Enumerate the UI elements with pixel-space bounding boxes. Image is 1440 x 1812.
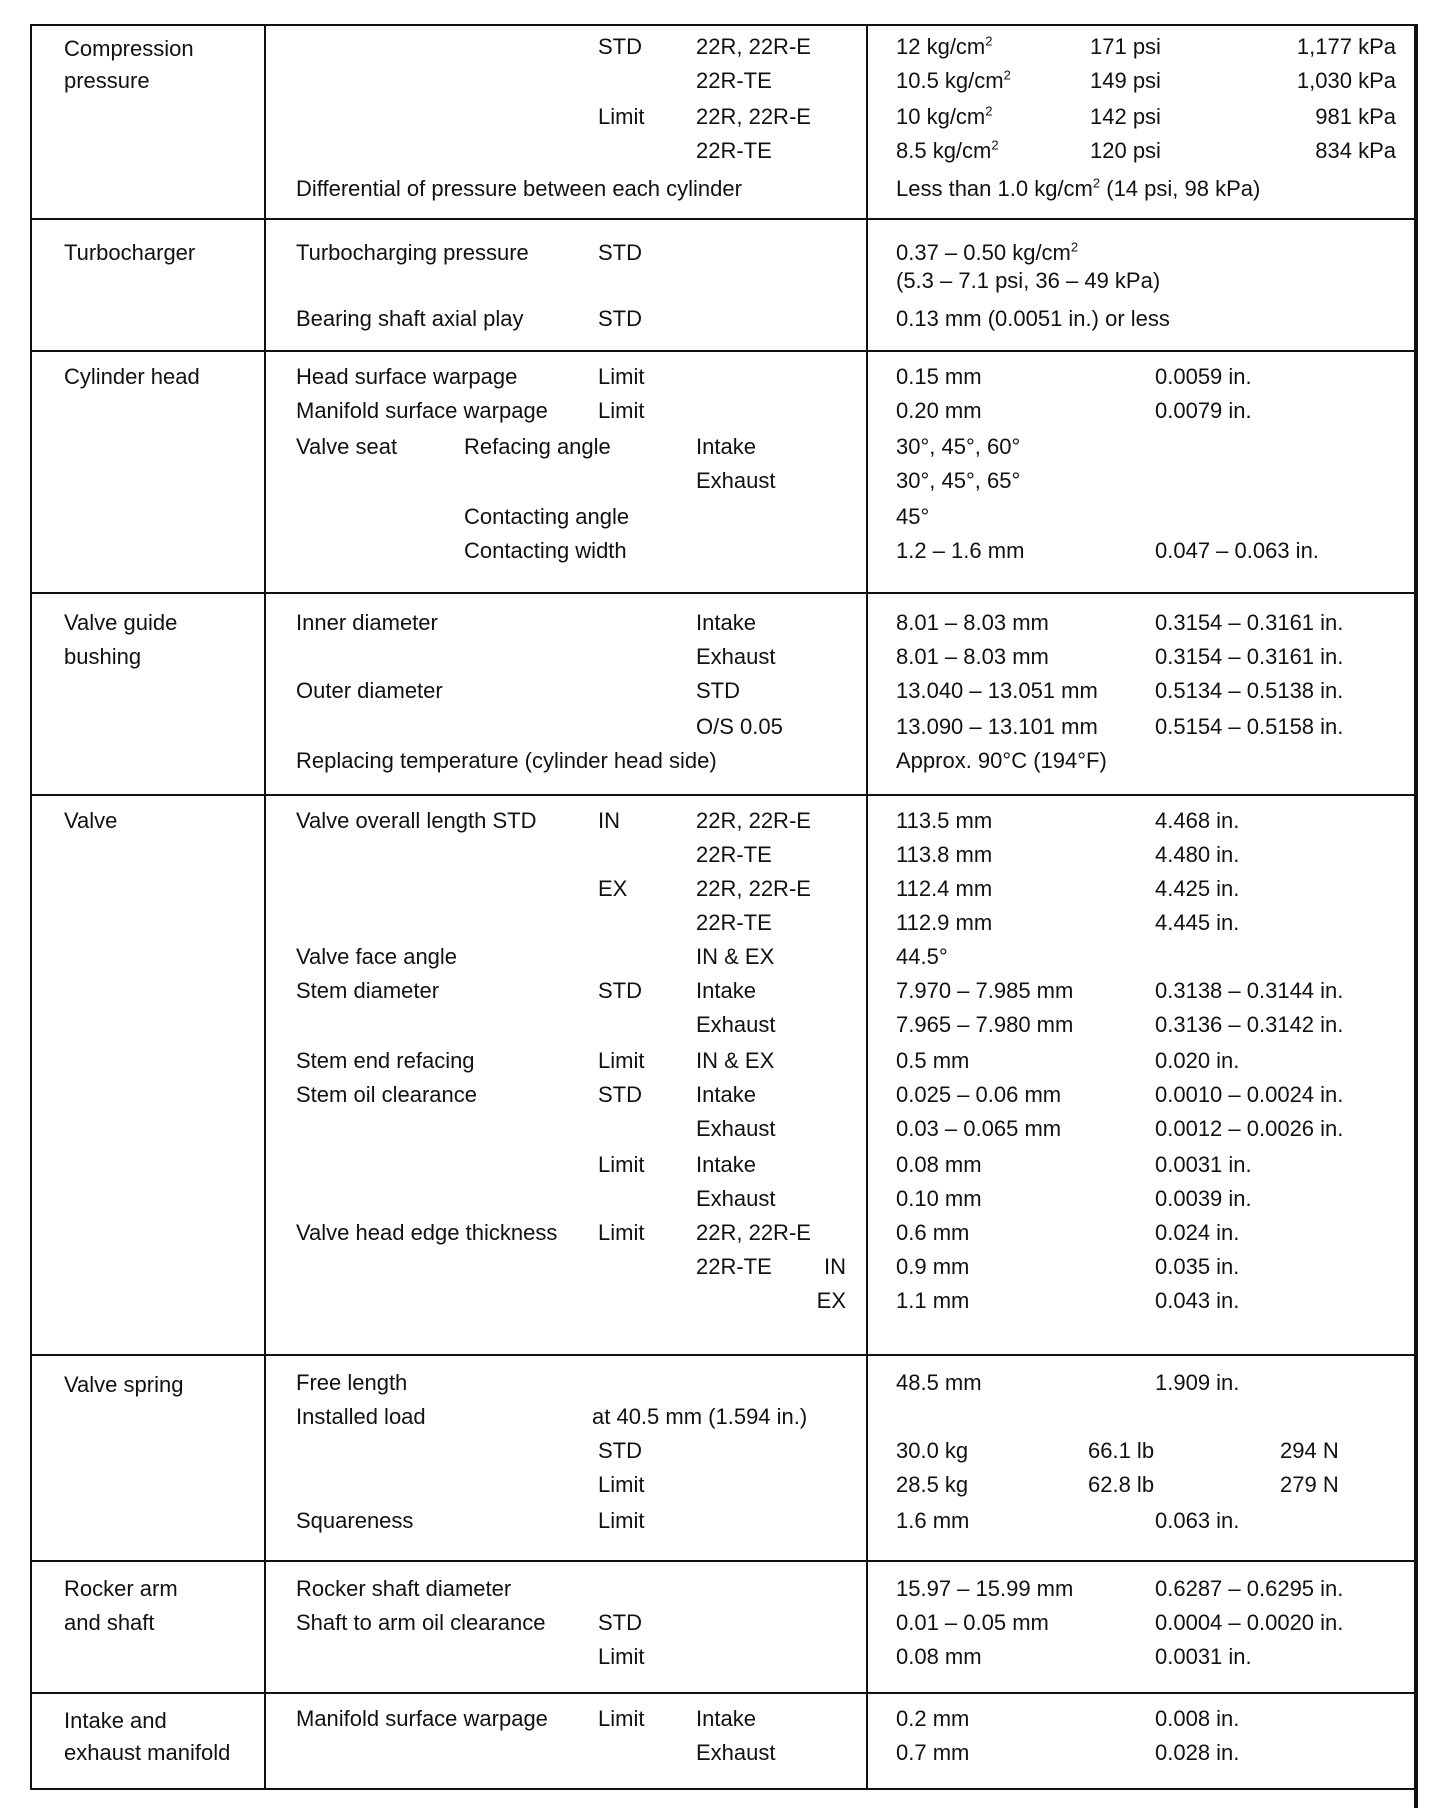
- spec-value-imperial: 0.5134 – 0.5138 in.: [1155, 678, 1344, 703]
- spec-value-metric: 112.4 mm: [896, 876, 993, 901]
- spec-value-imperial: 0.0079 in.: [1155, 398, 1252, 423]
- spec-variant: 22R, 22R-E: [696, 808, 811, 833]
- spec-value-imperial: 0.6287 – 0.6295 in.: [1155, 1576, 1344, 1601]
- spec-value-metric: 0.03 – 0.065 mm: [896, 1116, 1062, 1141]
- section-label-valve-guide: bushing: [64, 644, 142, 669]
- spec-value-imperial: 4.480 in.: [1155, 842, 1240, 867]
- spec-variant: 22R-TE: [696, 68, 772, 93]
- spec-variant: STD: [696, 678, 740, 703]
- spec-variant: Intake: [696, 978, 756, 1003]
- spec-item: Valve face angle: [296, 944, 458, 969]
- spec-value-metric: 0.08 mm: [896, 1152, 982, 1177]
- spec-condition: Limit: [598, 398, 645, 423]
- spec-value-imperial: 0.3136 – 0.3142 in.: [1155, 1012, 1344, 1037]
- spec-value-metric: 0.20 mm: [896, 398, 982, 423]
- table-border-right: [1414, 24, 1418, 1808]
- spec-value-metric: 15.97 – 15.99 mm: [896, 1576, 1074, 1601]
- spec-variant: Intake: [696, 1706, 756, 1731]
- spec-table: [30, 24, 1410, 1790]
- spec-variant: 22R, 22R-E: [696, 34, 811, 59]
- spec-condition: STD: [598, 1438, 642, 1463]
- spec-condition: Limit: [598, 1644, 645, 1669]
- section-label-cylinder-head: Cylinder head: [64, 364, 200, 389]
- spec-item: Outer diameter: [296, 678, 443, 703]
- spec-value-metric: 113.5 mm: [896, 808, 993, 833]
- section-divider: [30, 350, 1414, 352]
- spec-value-imperial: 4.445 in.: [1155, 910, 1240, 935]
- spec-value-metric: Less than 1.0 $kg/cm^2$ (14 psi, 98 kPa): [896, 175, 1261, 201]
- spec-value-metric: 28.5 kg: [896, 1472, 969, 1497]
- spec-value-metric: 7.965 – 7.980 mm: [896, 1012, 1074, 1037]
- spec-value-imperial: 0.0031 in.: [1155, 1152, 1252, 1177]
- spec-condition: STD: [598, 1610, 642, 1635]
- spec-variant: 22R, 22R-E: [696, 876, 811, 901]
- spec-variant: Intake: [696, 610, 756, 635]
- spec-item: Stem oil clearance: [296, 1082, 477, 1107]
- spec-condition: STD: [598, 34, 642, 59]
- section-divider: [30, 218, 1414, 220]
- spec-variant: Exhaust: [696, 1186, 776, 1211]
- spec-value-metric: (5.3 – 7.1 psi, 36 – 49 kPa): [896, 268, 1161, 293]
- spec-variant: Exhaust: [696, 644, 776, 669]
- spec-condition: Limit: [598, 1048, 645, 1073]
- spec-variant: 22R-TE: [696, 138, 772, 163]
- spec-value-imperial: 0.028 in.: [1155, 1740, 1240, 1765]
- spec-value-imperial: 66.1 lb: [1088, 1438, 1155, 1463]
- spec-condition: EX: [598, 876, 628, 901]
- section-divider: [30, 1354, 1414, 1356]
- spec-value-metric: 45°: [896, 504, 930, 529]
- spec-item: Valve overall length STD: [296, 808, 537, 833]
- spec-value-metric: 0.08 mm: [896, 1644, 982, 1669]
- spec-value-metric: 0.7 mm: [896, 1740, 970, 1765]
- spec-value-metric: 0.15 mm: [896, 364, 982, 389]
- spec-value-si: 1,177 kPa: [1296, 34, 1396, 59]
- spec-condition: IN: [598, 808, 620, 833]
- spec-item: Stem end refacing: [296, 1048, 475, 1073]
- spec-value-imperial: 0.3154 – 0.3161 in.: [1155, 610, 1344, 635]
- section-divider: [30, 1560, 1414, 1562]
- spec-value-metric: 7.970 – 7.985 mm: [896, 978, 1074, 1003]
- spec-value-metric: 0.37 – 0.50 $kg/cm^2$: [896, 239, 1079, 265]
- spec-item: Squareness: [296, 1508, 414, 1533]
- spec-value-imperial: 0.035 in.: [1155, 1254, 1240, 1279]
- spec-item: Manifold surface warpage: [296, 398, 548, 423]
- spec-variant: 22R, 22R-E: [696, 1220, 811, 1245]
- spec-value-metric: 48.5 mm: [896, 1370, 982, 1395]
- spec-value-metric: 30.0 kg: [896, 1438, 969, 1463]
- spec-condition: at 40.5 mm (1.594 in.): [592, 1404, 808, 1429]
- spec-item: Shaft to arm oil clearance: [296, 1610, 546, 1635]
- spec-value-imperial: 0.043 in.: [1155, 1288, 1240, 1313]
- spec-value-metric: 112.9 mm: [896, 910, 993, 935]
- table-border-left: [30, 24, 32, 1788]
- spec-condition: STD: [598, 240, 642, 265]
- spec-value-imperial: 0.3154 – 0.3161 in.: [1155, 644, 1344, 669]
- spec-item: Inner diameter: [296, 610, 438, 635]
- spec-condition: Limit: [598, 1472, 645, 1497]
- spec-variant: 22R-TE: [696, 842, 772, 867]
- spec-variant: Intake: [696, 1082, 756, 1107]
- section-label-rocker: Rocker arm: [64, 1576, 178, 1601]
- spec-variant: Intake: [696, 434, 756, 459]
- spec-condition: Limit: [598, 1706, 645, 1731]
- spec-variant: IN & EX: [696, 944, 775, 969]
- spec-item: Valve seat: [296, 434, 398, 459]
- spec-value-metric: 113.8 mm: [896, 842, 993, 867]
- spec-value-metric: 0.025 – 0.06 mm: [896, 1082, 1062, 1107]
- spec-variant-sub: EX: [816, 1288, 846, 1313]
- spec-variant-sub: IN: [824, 1254, 846, 1279]
- spec-value-si: 1,030 kPa: [1296, 68, 1396, 93]
- spec-variant: IN & EX: [696, 1048, 775, 1073]
- spec-value-imperial: 0.0010 – 0.0024 in.: [1155, 1082, 1344, 1107]
- spec-variant: 22R-TE: [696, 1254, 772, 1279]
- spec-value-si: 294 N: [1280, 1438, 1339, 1463]
- spec-value-imperial: 62.8 lb: [1088, 1472, 1155, 1497]
- spec-value-si: 981 kPa: [1315, 104, 1396, 129]
- spec-value-imperial: 0.0039 in.: [1155, 1186, 1252, 1211]
- spec-item: Replacing temperature (cylinder head side): [296, 748, 717, 773]
- spec-subitem: Contacting angle: [464, 504, 630, 529]
- spec-value-metric: 0.10 mm: [896, 1186, 982, 1211]
- spec-value-metric: 13.090 – 13.101 mm: [896, 714, 1098, 739]
- spec-value-imperial: 142 psi: [1090, 104, 1161, 129]
- spec-condition: STD: [598, 1082, 642, 1107]
- spec-item: Differential of pressure between each cylinder: [296, 176, 742, 201]
- spec-condition: Limit: [598, 1152, 645, 1177]
- spec-value-metric: 30°, 45°, 60°: [896, 434, 1021, 459]
- section-label-manifold: exhaust manifold: [64, 1740, 231, 1765]
- spec-condition: Limit: [598, 1508, 645, 1533]
- spec-value-metric: 0.01 – 0.05 mm: [896, 1610, 1049, 1635]
- spec-item: Head surface warpage: [296, 364, 518, 389]
- spec-variant: Exhaust: [696, 1116, 776, 1141]
- spec-item: Valve head edge thickness: [296, 1220, 558, 1245]
- spec-value-imperial: 0.008 in.: [1155, 1706, 1240, 1731]
- spec-value-metric: 8.01 – 8.03 mm: [896, 610, 1049, 635]
- column-divider-values: [866, 24, 868, 1788]
- spec-value-metric: 1.1 mm: [896, 1288, 970, 1313]
- section-label-rocker: and shaft: [64, 1610, 155, 1635]
- spec-value-imperial: 149 psi: [1090, 68, 1161, 93]
- spec-variant: Exhaust: [696, 1012, 776, 1037]
- spec-variant: O/S 0.05: [696, 714, 783, 739]
- spec-value-metric: 1.6 mm: [896, 1508, 970, 1533]
- table-border-bottom: [30, 1788, 1414, 1790]
- spec-variant: Exhaust: [696, 1740, 776, 1765]
- spec-value-metric: 0.5 mm: [896, 1048, 970, 1073]
- spec-value-imperial: 0.020 in.: [1155, 1048, 1240, 1073]
- spec-variant: 22R-TE: [696, 910, 772, 935]
- spec-value-imperial: 171 psi: [1090, 34, 1161, 59]
- spec-condition: STD: [598, 306, 642, 331]
- section-label-manifold: Intake and: [64, 1708, 167, 1733]
- spec-item: Rocker shaft diameter: [296, 1576, 512, 1601]
- spec-value-imperial: 4.425 in.: [1155, 876, 1240, 901]
- spec-value-imperial: 0.5154 – 0.5158 in.: [1155, 714, 1344, 739]
- spec-value-metric: 0.9 mm: [896, 1254, 970, 1279]
- spec-value-imperial: 0.0031 in.: [1155, 1644, 1252, 1669]
- spec-value-metric: 13.040 – 13.051 mm: [896, 678, 1098, 703]
- spec-value-imperial: 1.909 in.: [1155, 1370, 1240, 1395]
- section-label-turbocharger: Turbocharger: [64, 240, 196, 265]
- spec-value-imperial: 0.3138 – 0.3144 in.: [1155, 978, 1344, 1003]
- spec-item: Turbocharging pressure: [296, 240, 529, 265]
- section-label-compression: Compression: [64, 36, 194, 61]
- spec-item: Installed load: [296, 1404, 426, 1429]
- spec-variant: Intake: [696, 1152, 756, 1177]
- spec-item: Manifold surface warpage: [296, 1706, 548, 1731]
- section-label-compression: pressure: [64, 68, 150, 93]
- spec-value-metric: 0.13 mm (0.0051 in.) or less: [896, 306, 1170, 331]
- spec-item: Stem diameter: [296, 978, 440, 1003]
- spec-value-metric: 8.5 $kg/cm^2$: [896, 137, 999, 163]
- section-label-valve-spring: Valve spring: [64, 1372, 184, 1397]
- section-divider: [30, 1692, 1414, 1694]
- spec-variant: Exhaust: [696, 468, 776, 493]
- spec-value-imperial: 0.063 in.: [1155, 1508, 1240, 1533]
- spec-value-si: 279 N: [1280, 1472, 1339, 1497]
- section-label-valve-guide: Valve guide: [64, 610, 178, 635]
- spec-value-imperial: 4.468 in.: [1155, 808, 1240, 833]
- table-border-top: [30, 24, 1414, 26]
- spec-value-imperial: 0.047 – 0.063 in.: [1155, 538, 1319, 563]
- spec-value-imperial: 0.0004 – 0.0020 in.: [1155, 1610, 1344, 1635]
- spec-condition: Limit: [598, 364, 645, 389]
- spec-value-si: 834 kPa: [1315, 138, 1396, 163]
- spec-condition: Limit: [598, 104, 645, 129]
- spec-value-metric: 0.2 mm: [896, 1706, 970, 1731]
- section-divider: [30, 592, 1414, 594]
- spec-condition: STD: [598, 978, 642, 1003]
- spec-value-metric: Approx. 90°C (194°F): [896, 748, 1107, 773]
- spec-value-imperial: 120 psi: [1090, 138, 1161, 163]
- spec-value-metric: 12 $kg/cm^2$: [896, 33, 993, 59]
- spec-value-imperial: 0.0059 in.: [1155, 364, 1252, 389]
- spec-value-imperial: 0.024 in.: [1155, 1220, 1240, 1245]
- spec-value-metric: 10.5 $kg/cm^2$: [896, 67, 1011, 93]
- spec-value-metric: 44.5°: [896, 944, 948, 969]
- spec-value-metric: 10 $kg/cm^2$: [896, 103, 993, 129]
- spec-value-imperial: 0.0012 – 0.0026 in.: [1155, 1116, 1344, 1141]
- spec-item: Free length: [296, 1370, 408, 1395]
- spec-value-metric: 30°, 45°, 65°: [896, 468, 1021, 493]
- spec-subitem: Refacing angle: [464, 434, 611, 459]
- column-divider-label: [264, 24, 266, 1788]
- spec-value-metric: 0.6 mm: [896, 1220, 970, 1245]
- spec-variant: 22R, 22R-E: [696, 104, 811, 129]
- spec-value-metric: 1.2 – 1.6 mm: [896, 538, 1025, 563]
- section-divider: [30, 794, 1414, 796]
- spec-subitem: Contacting width: [464, 538, 627, 563]
- spec-item: Bearing shaft axial play: [296, 306, 524, 331]
- spec-condition: Limit: [598, 1220, 645, 1245]
- spec-value-metric: 8.01 – 8.03 mm: [896, 644, 1049, 669]
- section-label-valve: Valve: [64, 808, 118, 833]
